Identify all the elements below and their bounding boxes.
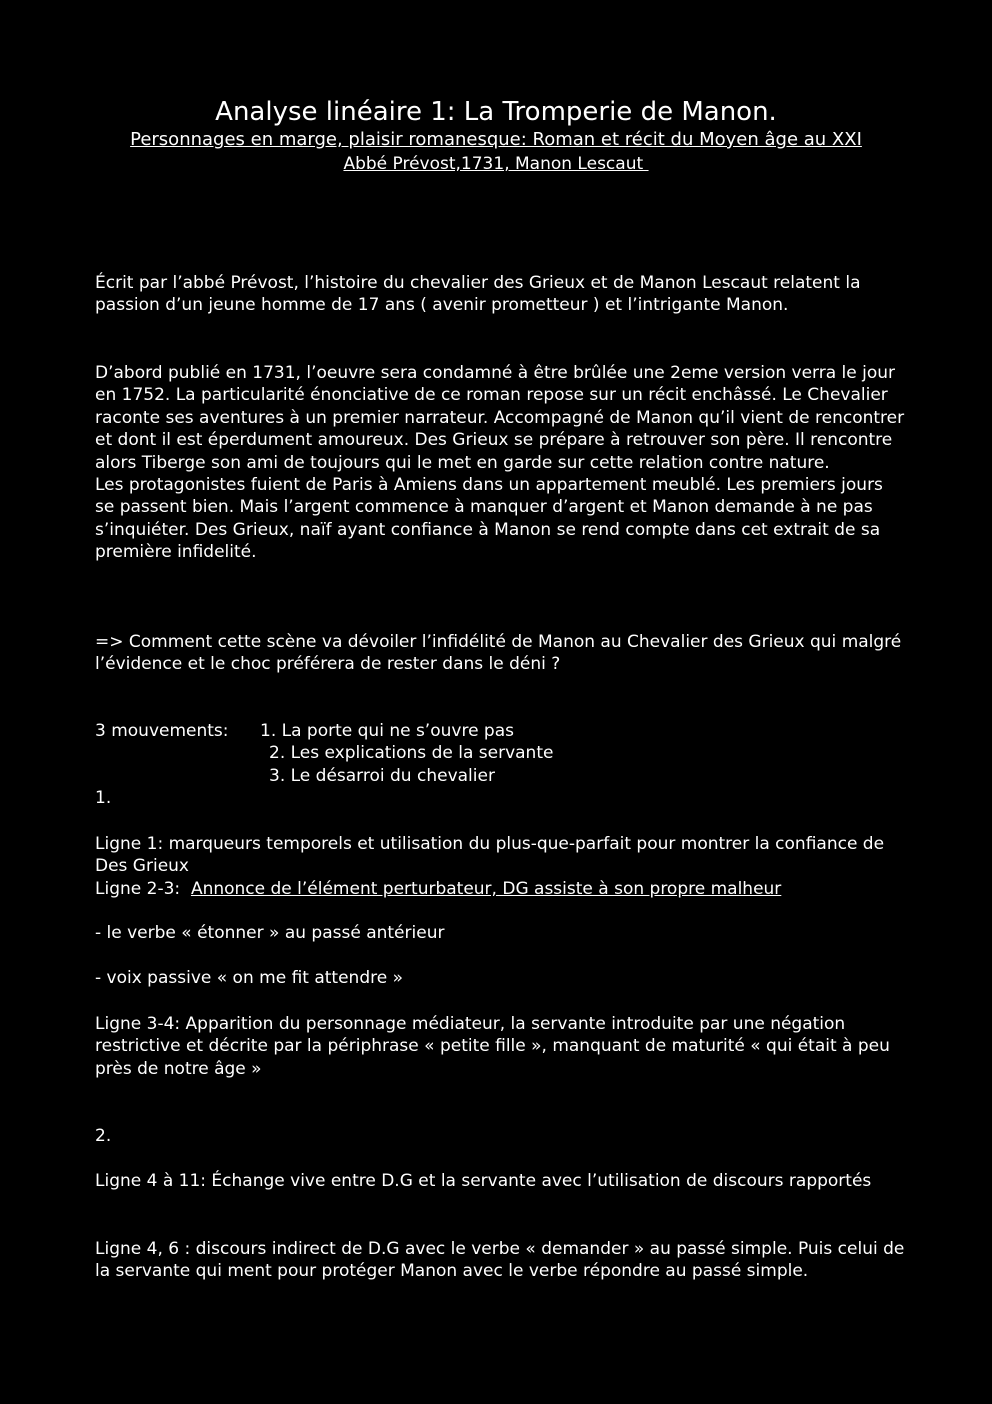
mouvement-item: 2. Les explications de la servante [269, 743, 554, 764]
mouvements-list [95, 720, 907, 810]
mouvements-label: 3 mouvements: [95, 721, 229, 741]
page-title: Analyse linéaire 1: La Tromperie de Manon. [215, 97, 777, 127]
section-1-ligne-3-4: Ligne 3-4: Apparition du personnage médiateur, la servante introduite par une négation restrictive et décrite par la périphrase « petite fille », manquant de maturité « qui était à peu près de notre âge » [95, 1014, 890, 1079]
mouvement-item: 1. La porte qui ne s’ouvre pas [260, 721, 514, 741]
bullet-etonner: - le verbe « étonner » au passé antérieur [95, 923, 445, 943]
bullet-voix-passive: - voix passive « on me fit attendre » [95, 968, 403, 988]
ligne-2-3-underlined: Annonce de l’élément perturbateur, DG assiste à son propre malheur [190, 878, 782, 899]
mouvement-row-3 [95, 765, 907, 787]
intro-paragraphs-2-3 [95, 362, 907, 564]
intro-paragraph-3: Les protagonistes fuient de Paris à Amiens dans un appartement meublé. Les premiers jours se passent bien. Mais l’argent commence à manquer d’argent et Manon demande à ne pas s’inquiéter. Des Grieux, naïf ayant confiance à Manon se rend compte dans cet extrait de sa première infidelité. [95, 475, 883, 563]
section-1-lignes-1-3 [95, 833, 907, 900]
mouvement-row-1 [95, 720, 907, 742]
section-2-ligne-4-6: Ligne 4, 6 : discours indirect de D.G avec le verbe « demander » au passé simple. Puis celui de la servante qui ment pour protéger Manon avec le verbe répondre au passé simple. [95, 1239, 905, 1282]
section-2-ligne-4-11: Ligne 4 à 11: Échange vive entre D.G et la servante avec l’utilisation de discours rapportés [95, 1171, 872, 1191]
intro-paragraph-2: D’abord publié en 1731, l’oeuvre sera condamné à être brûlée une 2eme version verra le jour en 1752. La particularité énonciative de ce roman repose sur un récit enchâssé. Le Chevalier raconte ses aventures à un premier narrateur. Accompagné de Manon qu’il vient de rencontrer et dont il est éperdument amoureux. Des Grieux se prépare à retrouver son père. Il rencontre alors Tiberge son ami de toujours qui le met en garde sur cette relation contre nature. [95, 363, 905, 473]
section-1-ligne-2-3 [95, 878, 907, 900]
intro-paragraph-1: Écrit par l’abbé Prévost, l’histoire du chevalier des Grieux et de Manon Lescaut relatent la passion d’un jeune homme de 17 ans ( avenir prometteur ) et l’intrigante Manon. [95, 273, 861, 316]
subtitle: Personnages en marge, plaisir romanesque: Roman et récit du Moyen âge au XXI [130, 129, 862, 150]
mouvement-row-2 [95, 742, 907, 764]
ligne-2-3-prefix: Ligne 2-3: [95, 878, 191, 899]
author-line: Abbé Prévost,1731, Manon Lescaut [343, 154, 649, 174]
document-header [90, 96, 902, 176]
mouvement-item: 3. Le désarroi du chevalier [269, 765, 495, 786]
section-1-number: 1. [95, 788, 112, 809]
problematique: => Comment cette scène va dévoiler l’infidélité de Manon au Chevalier des Grieux qui malgré l’évidence et le choc préférera de rester dans le déni ? [95, 632, 902, 675]
section-1-ligne-1: Ligne 1: marqueurs temporels et utilisation du plus-que-parfait pour montrer la confiance de Des Grieux [95, 834, 885, 877]
section-2-number: 2. [95, 1126, 112, 1146]
